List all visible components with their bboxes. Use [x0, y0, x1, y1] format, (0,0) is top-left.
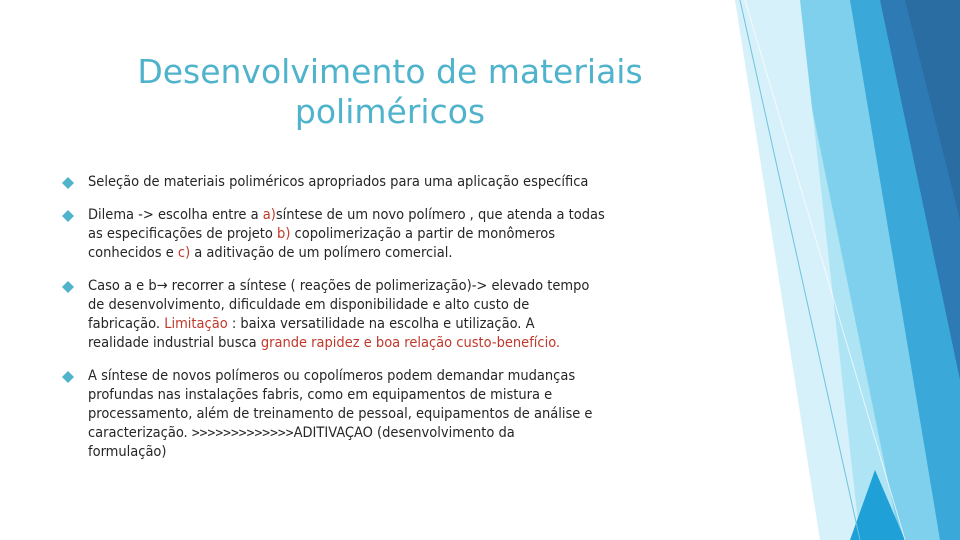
- highlight-text: c): [177, 245, 191, 261]
- highlight-text: a): [262, 207, 276, 223]
- arrows-text: >>>>>>>>>>>>>: [191, 426, 294, 441]
- title-line-1: Desenvolvimento de materiais: [137, 52, 643, 91]
- item-text: Seleção de materiais poliméricos apropriados para uma aplicação específica: [88, 174, 589, 190]
- diamond-icon: [62, 371, 74, 383]
- item-line: [88, 206, 722, 225]
- text-segment: caracterização.: [88, 425, 192, 441]
- list-item: [62, 206, 722, 263]
- text-segment: realidade industrial busca: [88, 335, 261, 351]
- text-segment: ADITIVAÇAO (desenvolvimento da: [293, 425, 515, 441]
- text-segment: síntese de um novo polímero , que atenda a todas: [275, 207, 605, 223]
- item-line: [88, 334, 722, 353]
- text-segment: Dilema -> escolha entre a: [88, 207, 263, 223]
- text-segment: conhecidos e: [88, 245, 178, 261]
- text-segment: fabricação.: [88, 316, 165, 332]
- item-line: Caso a e b→ recorrer a síntese ( reações de polimerização)-> elevado tempo: [88, 278, 590, 294]
- title-line-2: poliméricos: [294, 92, 486, 131]
- text-segment: as especificações de projeto: [88, 226, 278, 242]
- list-item: [62, 367, 722, 462]
- highlight-text: b): [277, 226, 291, 242]
- item-line: formulação): [88, 444, 167, 460]
- item-line: A síntese de novos polímeros ou copolímeros podem demandar mudanças: [88, 368, 576, 384]
- text-segment: copolimerização a partir de monômeros: [290, 226, 556, 242]
- list-item: [62, 277, 722, 353]
- slide-title: [90, 52, 690, 132]
- item-line: [88, 225, 722, 244]
- highlight-text: grande rapidez e boa relação custo-benefício.: [260, 335, 561, 351]
- text-segment: a aditivação de um polímero comercial.: [190, 245, 453, 261]
- item-line: [88, 315, 722, 334]
- diamond-icon: [62, 281, 74, 293]
- item-line: processamento, além de treinamento de pessoal, equipamentos de análise e: [88, 406, 593, 422]
- item-line: [88, 424, 722, 443]
- diamond-icon: [62, 210, 74, 222]
- item-line: profundas nas instalações fabris, como em equipamentos de mistura e: [88, 387, 553, 403]
- bullet-list: [62, 173, 722, 476]
- item-line: de desenvolvimento, dificuldade em disponibilidade e alto custo de: [88, 297, 530, 313]
- diamond-icon: [62, 177, 74, 189]
- item-line: [88, 244, 722, 263]
- text-segment: : baixa versatilidade na escolha e utilização. A: [227, 316, 535, 332]
- list-item: [62, 173, 722, 192]
- highlight-text: Limitação: [164, 316, 228, 332]
